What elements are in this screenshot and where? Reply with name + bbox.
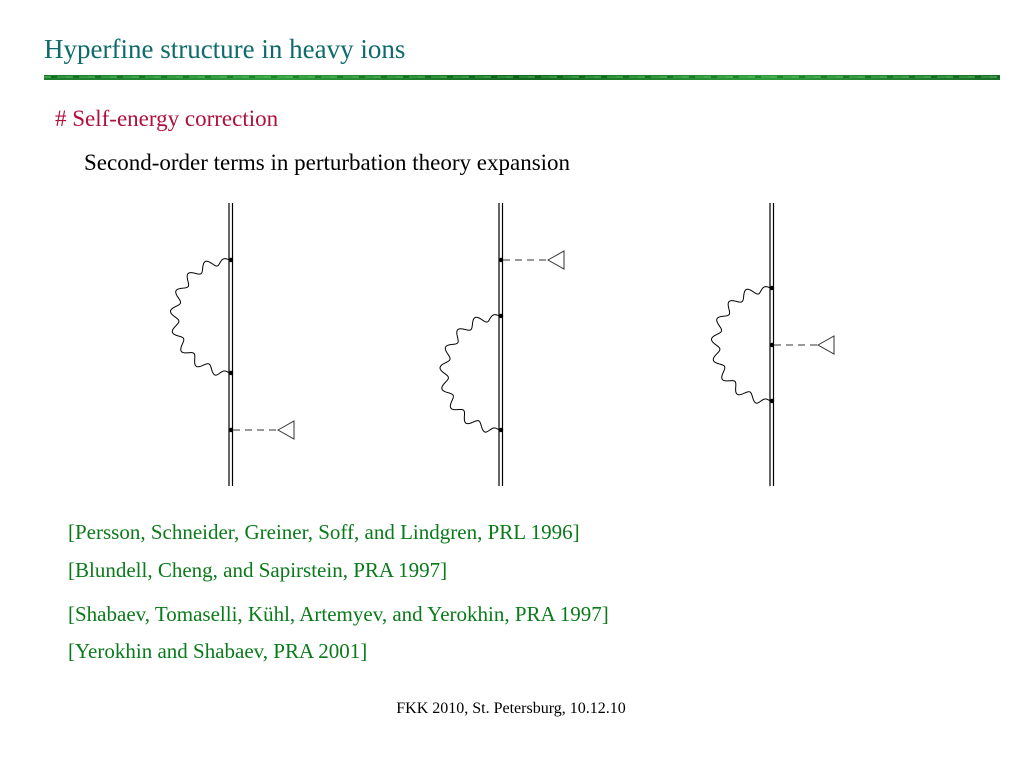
electron-line bbox=[229, 203, 233, 486]
photon-loop bbox=[440, 315, 501, 433]
slide-footer bbox=[0, 700, 1024, 718]
diagram-2 bbox=[440, 203, 564, 486]
vertex bbox=[499, 314, 503, 318]
reference-item: [Blundell, Cheng, and Sapirstein, PRA 1997] bbox=[68, 558, 448, 582]
vertex bbox=[499, 258, 503, 262]
vertex bbox=[499, 428, 503, 432]
section-subtitle: Second-order terms in perturbation theory expansion bbox=[84, 150, 571, 175]
reference-item: [Persson, Schneider, Greiner, Soff, and Lindgren, PRL 1996] bbox=[68, 520, 580, 544]
photon-loop bbox=[712, 287, 772, 404]
vertex bbox=[229, 371, 233, 375]
section-heading: # Self-energy correction bbox=[55, 106, 279, 131]
footer-text: FKK 2010, St. Petersburg, 10.12.10 bbox=[396, 700, 626, 717]
electron-line bbox=[499, 203, 503, 486]
reference-item: [Shabaev, Tomaselli, Kühl, Artemyev, and Yerokhin, PRA 1997] bbox=[68, 602, 609, 626]
external-field-source bbox=[818, 336, 834, 354]
photon-loop bbox=[171, 259, 231, 376]
vertex bbox=[770, 399, 774, 403]
diagram-3 bbox=[712, 203, 834, 486]
external-field-source bbox=[548, 251, 564, 269]
diagram-1 bbox=[171, 203, 294, 486]
slide-title: Hyperfine structure in heavy ions bbox=[44, 34, 406, 64]
reference-item: [Yerokhin and Shabaev, PRA 2001] bbox=[68, 639, 368, 663]
vertex bbox=[229, 258, 233, 262]
external-field-source bbox=[278, 421, 294, 439]
vertex bbox=[770, 343, 774, 347]
vertex bbox=[229, 428, 233, 432]
vertex bbox=[770, 286, 774, 290]
